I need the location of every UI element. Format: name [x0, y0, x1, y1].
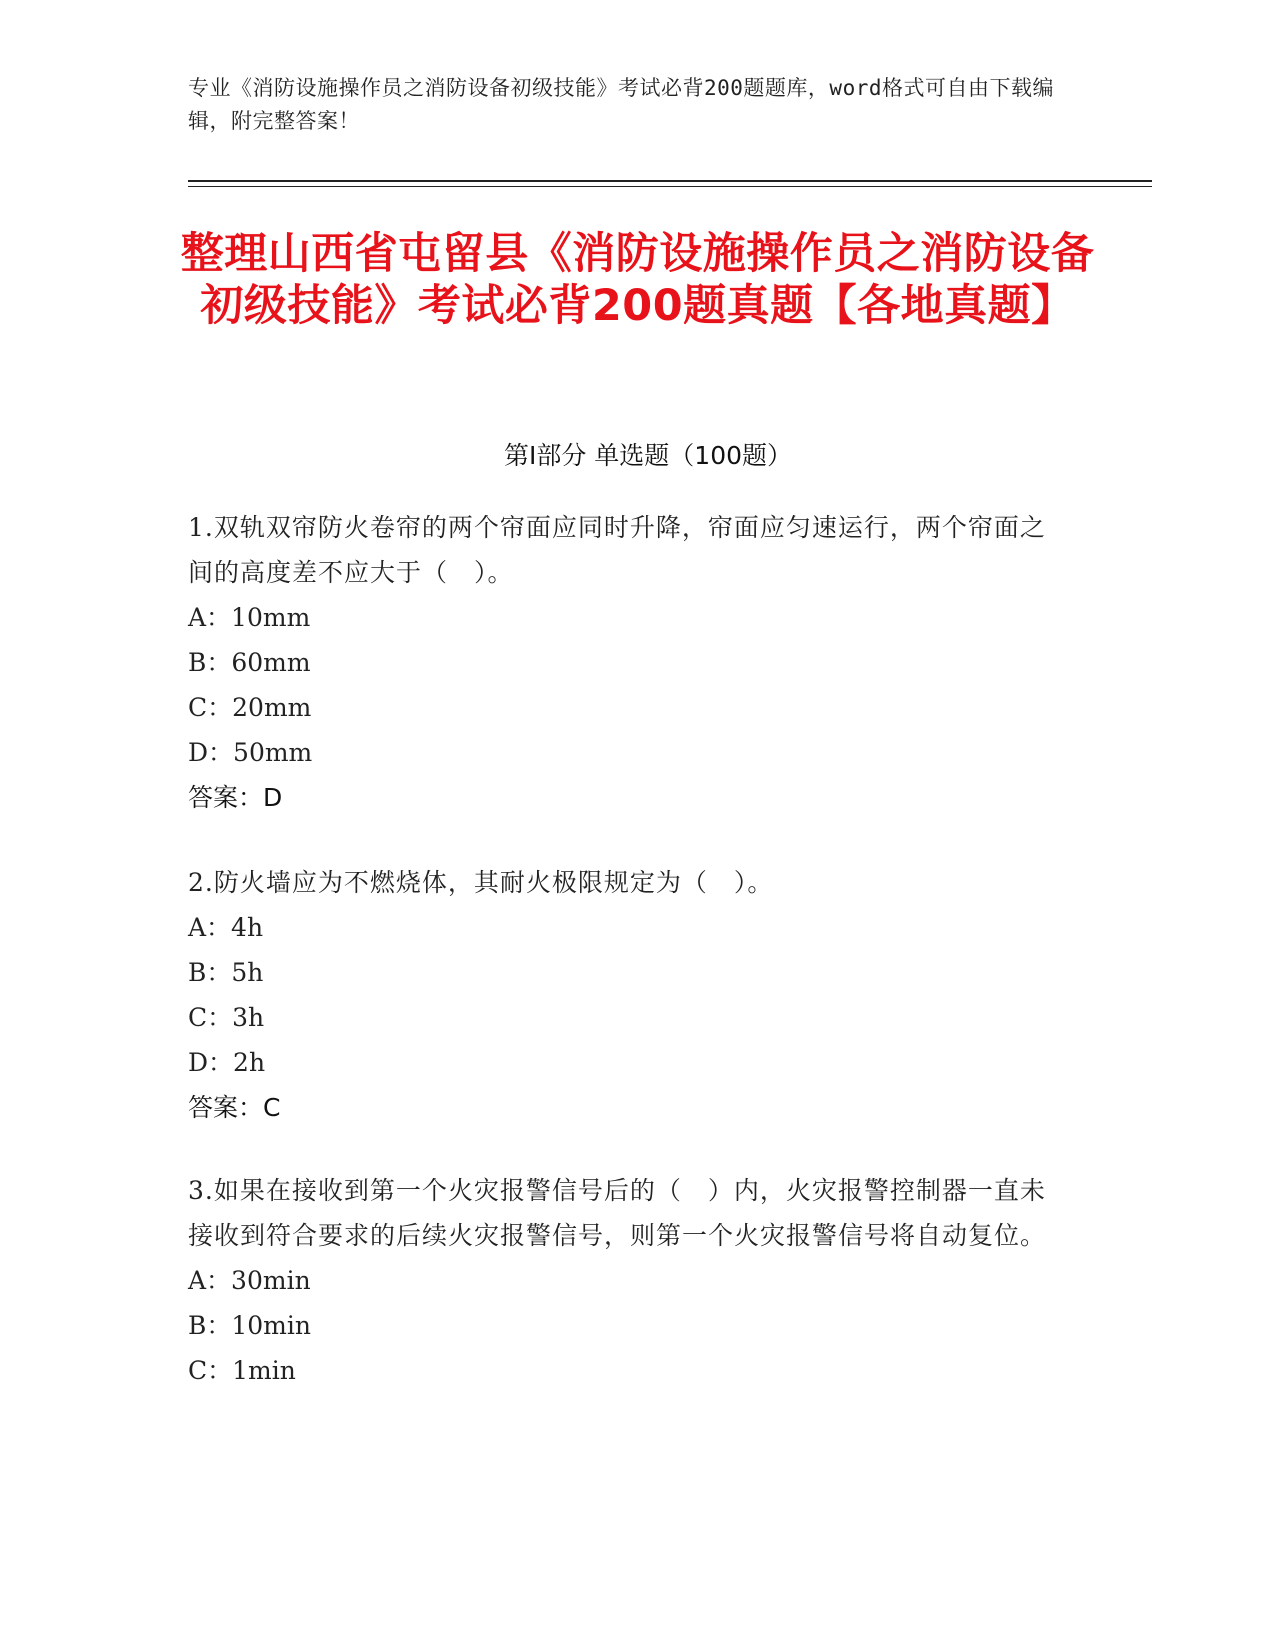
option-b: B：5h	[188, 958, 264, 987]
question-stem: 3.如果在接收到第一个火灾报警信号后的（ ）内，火灾报警控制器一直未接收到符合要求的后续火灾报警信号，则第一个火灾报警信号将自动复位。	[188, 1176, 1047, 1250]
question-stem: 2.防火墙应为不燃烧体，其耐火极限规定为（ ）。	[188, 868, 774, 897]
option-a: A：4h	[188, 913, 264, 942]
option-d: D：50mm	[188, 738, 313, 767]
option-c: C：3h	[188, 1003, 265, 1032]
question-stem: 1.双轨双帘防火卷帘的两个帘面应同时升降，帘面应匀速运行，两个帘面之间的高度差不应大于（ ）。	[188, 513, 1046, 587]
option-b: B：10min	[188, 1311, 311, 1340]
answer: 答案：C	[188, 1093, 281, 1122]
option-d: D：2h	[188, 1048, 266, 1077]
question-3	[188, 1168, 1068, 1393]
question-1	[188, 505, 1068, 820]
header-divider-thin	[188, 186, 1152, 187]
option-c: C：1min	[188, 1356, 296, 1385]
option-b: B：60mm	[188, 648, 311, 677]
option-a: A：10mm	[188, 603, 311, 632]
option-c: C：20mm	[188, 693, 312, 722]
header-note: 专业《消防设施操作员之消防设备初级技能》考试必背200题题库，word格式可自由下载编辑，附完整答案！	[188, 76, 1054, 133]
option-a: A：30min	[188, 1266, 311, 1295]
question-2	[188, 860, 1068, 1130]
header-divider-thick	[188, 180, 1152, 182]
document-title: 整理山西省屯留县《消防设施操作员之消防设备初级技能》考试必背200题真题【各地真题】	[180, 229, 1095, 331]
section-title: 第Ⅰ部分 单选题（100题）	[503, 441, 793, 470]
answer: 答案：D	[188, 783, 283, 812]
